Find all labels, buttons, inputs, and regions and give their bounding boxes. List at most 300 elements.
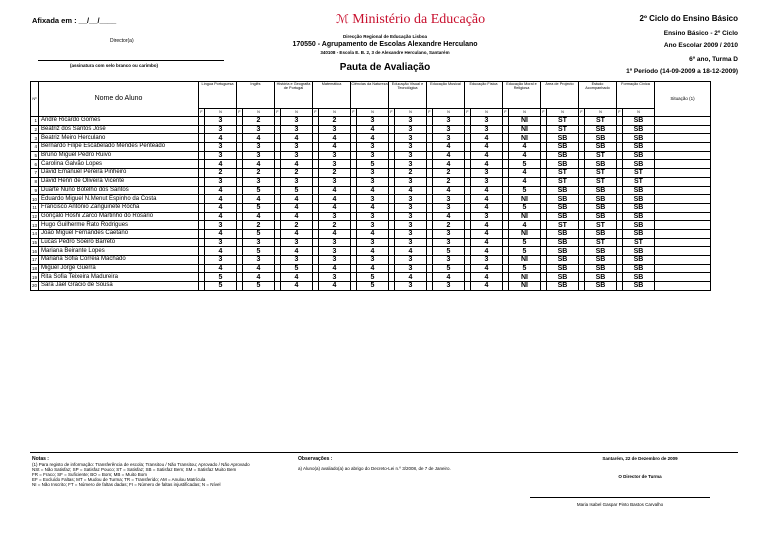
grade-cell: 3 xyxy=(433,117,465,126)
grade-cell: 3 xyxy=(319,125,351,134)
grade-cell: NI xyxy=(509,117,541,126)
situacao-cell xyxy=(655,264,711,273)
periodo: 1º Período (14-09-2009 a 18-12-2009) xyxy=(626,68,738,75)
student-name: Bruno Miguel Pedro Ruivo xyxy=(39,151,199,160)
situacao-cell xyxy=(655,212,711,221)
page-title: Pauta de Avaliação xyxy=(339,62,431,73)
grade-cell: 2 xyxy=(205,169,237,178)
grade-cell: 3 xyxy=(205,143,237,152)
grade-cell: 3 xyxy=(205,177,237,186)
table-row xyxy=(31,264,711,273)
grade-cell: SB xyxy=(585,160,617,169)
grade-cell: 3 xyxy=(205,238,237,247)
date-line: Santarém, 22 de Dezembro de 2009 xyxy=(602,456,678,461)
n-header: N xyxy=(281,109,313,117)
grade-cell: 3 xyxy=(319,273,351,282)
grade-cell: SB xyxy=(547,212,579,221)
grade-cell: 3 xyxy=(281,177,313,186)
subject-header: Ciências da Natureza xyxy=(351,82,389,109)
grade-cell: 4 xyxy=(509,143,541,152)
grade-cell: SB xyxy=(623,125,655,134)
table-row xyxy=(31,212,711,221)
logo-mark-icon: ℳ xyxy=(336,12,349,26)
observations-block xyxy=(298,456,528,471)
grade-cell: SB xyxy=(585,264,617,273)
student-name: João Miguel Fernandes Caetano xyxy=(39,229,199,238)
grade-cell: 3 xyxy=(471,169,503,178)
ensino: Ensino Básico - 2º Ciclo xyxy=(663,30,738,37)
grade-cell: 4 xyxy=(205,160,237,169)
grade-cell: NI xyxy=(509,134,541,143)
grade-cell: 5 xyxy=(281,264,313,273)
n-header: N xyxy=(509,109,541,117)
situacao-cell xyxy=(655,169,711,178)
grade-cell: 2 xyxy=(319,169,351,178)
grade-cell: 4 xyxy=(471,264,503,273)
grade-cell: 4 xyxy=(471,195,503,204)
situacao-cell xyxy=(655,160,711,169)
grade-cell: SB xyxy=(623,186,655,195)
grade-cell: 4 xyxy=(319,186,351,195)
grade-cell: NI xyxy=(509,212,541,221)
grade-cell: 4 xyxy=(205,229,237,238)
grade-cell: SB xyxy=(585,203,617,212)
grade-cell: 4 xyxy=(471,143,503,152)
grade-cell: 3 xyxy=(471,117,503,126)
table-row xyxy=(31,195,711,204)
teacher-signature-line xyxy=(530,497,710,498)
student-name: Duarte Nuno Botelho dos Santos xyxy=(39,186,199,195)
grade-cell: SB xyxy=(623,256,655,265)
grade-cell: 2 xyxy=(319,221,351,230)
table-row xyxy=(31,203,711,212)
notes-label: Notas : xyxy=(32,456,49,462)
f-header: F xyxy=(237,109,243,117)
grade-cell: 4 xyxy=(205,203,237,212)
grade-cell: 4 xyxy=(509,177,541,186)
grade-cell: 5 xyxy=(509,264,541,273)
grade-cell: 5 xyxy=(243,229,275,238)
grade-cell: SB xyxy=(623,212,655,221)
grade-cell: 3 xyxy=(357,151,389,160)
grade-cell: 4 xyxy=(433,273,465,282)
grade-cell: 4 xyxy=(471,134,503,143)
grade-cell: ST xyxy=(547,169,579,178)
grade-cell: 4 xyxy=(433,186,465,195)
grade-cell: 3 xyxy=(395,125,427,134)
grade-cell: 4 xyxy=(471,238,503,247)
grade-cell: 2 xyxy=(319,117,351,126)
grade-cell: NI xyxy=(509,282,541,291)
grade-cell: 4 xyxy=(319,282,351,291)
ministry-logo: ℳ Ministério da Educação xyxy=(336,12,486,27)
subject-header: Área de Projecto xyxy=(541,82,579,109)
grade-cell: 4 xyxy=(395,247,427,256)
grade-cell: SB xyxy=(547,264,579,273)
note-line: NI = Não Inscrito; FT = Número de faltas dadas; FI = Número de faltas injustificadas; N = Nível xyxy=(32,482,221,487)
grade-cell: 3 xyxy=(395,143,427,152)
signature-note: (assinatura com selo branco ou carimbo) xyxy=(70,63,159,68)
grade-cell: 3 xyxy=(395,160,427,169)
grade-cell: 4 xyxy=(205,186,237,195)
situacao-cell xyxy=(655,125,711,134)
student-number: 14 xyxy=(31,231,37,237)
grade-cell: SB xyxy=(547,186,579,195)
grade-cell: 4 xyxy=(281,212,313,221)
grade-cell: SB xyxy=(585,212,617,221)
grade-cell: 5 xyxy=(205,273,237,282)
director-turma-label: O Director de Turma xyxy=(618,474,662,479)
grade-cell: ST xyxy=(623,169,655,178)
grade-cell: 4 xyxy=(471,247,503,256)
table-row xyxy=(31,186,711,195)
n-header: N xyxy=(471,109,503,117)
name-header: Nome do Aluno xyxy=(39,82,199,117)
grade-cell: 5 xyxy=(509,186,541,195)
grade-cell: NI xyxy=(509,125,541,134)
grade-cell: 3 xyxy=(395,282,427,291)
n-header: N xyxy=(585,109,617,117)
grade-cell: 4 xyxy=(471,160,503,169)
grade-cell: SB xyxy=(547,143,579,152)
grade-cell: 2 xyxy=(281,169,313,178)
grade-cell: SB xyxy=(585,282,617,291)
subject-header: Estudo Acompanhado xyxy=(579,82,617,109)
grade-cell: 3 xyxy=(395,229,427,238)
f-header: F xyxy=(389,109,395,117)
grade-cell: SB xyxy=(547,273,579,282)
grade-cell: 3 xyxy=(471,125,503,134)
grade-cell: ST xyxy=(547,125,579,134)
situacao-cell xyxy=(655,256,711,265)
ano-escolar: Ano Escolar 2009 / 2010 xyxy=(663,42,738,49)
table-row xyxy=(31,117,711,126)
grade-cell: 3 xyxy=(205,125,237,134)
student-number: 11 xyxy=(32,205,37,211)
grade-cell: 2 xyxy=(395,169,427,178)
student-name: Francisco António Zanguinete Rocha xyxy=(39,203,199,212)
grade-cell: 3 xyxy=(395,221,427,230)
grade-cell: 3 xyxy=(433,282,465,291)
grade-cell: 4 xyxy=(205,212,237,221)
situacao-cell xyxy=(655,143,711,152)
grade-cell: 5 xyxy=(357,273,389,282)
grade-cell: 5 xyxy=(433,264,465,273)
grade-cell: NI xyxy=(509,256,541,265)
grade-cell: 2 xyxy=(433,221,465,230)
regional-direction: Direcção Regional de Educação Lisboa xyxy=(342,34,428,39)
subject-header: Educação Moral e Religiosa xyxy=(503,82,541,109)
grades-table xyxy=(30,81,711,291)
grade-cell: 3 xyxy=(319,247,351,256)
student-name: Lucas Pedro Soeiro Barreto xyxy=(39,238,199,247)
grade-cell: 3 xyxy=(281,143,313,152)
grade-cell: 3 xyxy=(357,169,389,178)
grade-cell: 4 xyxy=(433,151,465,160)
grade-cell: 4 xyxy=(205,247,237,256)
grade-cell: SB xyxy=(547,256,579,265)
grade-cell: 4 xyxy=(357,203,389,212)
f-header: F xyxy=(427,109,433,117)
table-row xyxy=(31,229,711,238)
grade-cell: SB xyxy=(547,160,579,169)
grade-cell: SB xyxy=(547,203,579,212)
grade-cell: ST xyxy=(585,221,617,230)
student-number: 3 xyxy=(31,134,39,143)
grade-cell: 3 xyxy=(433,125,465,134)
f-header: F xyxy=(503,109,509,117)
f-header: F xyxy=(313,109,319,117)
grade-cell: 3 xyxy=(357,221,389,230)
notes-block xyxy=(32,456,292,487)
grade-cell: 3 xyxy=(357,212,389,221)
n-header: N xyxy=(623,109,655,117)
subject-header: Educação Visual e Tecnológica xyxy=(389,82,427,109)
grade-cell: 4 xyxy=(243,134,275,143)
note-line: NSt = Não Satisfaz; SP = Satisfaz Pouco; ST = Satisfaz; SB = Satisfaz Bem; SM = Satisfaz Muito Bem xyxy=(32,467,237,472)
grade-cell: 4 xyxy=(357,186,389,195)
grade-cell: 4 xyxy=(357,264,389,273)
grade-cell: 5 xyxy=(205,282,237,291)
student-name: David Emanuel Pereira Pinheiro xyxy=(39,169,199,178)
student-number: 12 xyxy=(31,213,37,219)
situacao-cell xyxy=(655,117,711,126)
grade-cell: 4 xyxy=(281,247,313,256)
grade-cell: 2 xyxy=(243,117,275,126)
subject-header: Formação Cívica xyxy=(617,82,655,109)
n-header: N xyxy=(243,109,275,117)
grade-cell: 3 xyxy=(319,212,351,221)
grade-cell: SB xyxy=(585,273,617,282)
grade-cell: SB xyxy=(623,195,655,204)
grade-cell: 5 xyxy=(509,247,541,256)
situacao-cell xyxy=(655,151,711,160)
grade-cell: SB xyxy=(547,195,579,204)
grade-cell: ST xyxy=(547,221,579,230)
grade-cell: 3 xyxy=(243,143,275,152)
grade-cell: 5 xyxy=(357,282,389,291)
student-name: Beatriz dos Santos José xyxy=(39,125,199,134)
table-row xyxy=(31,134,711,143)
grade-cell: 4 xyxy=(205,134,237,143)
grade-cell: 3 xyxy=(205,221,237,230)
table-row xyxy=(31,247,711,256)
grade-cell: ST xyxy=(623,177,655,186)
note-line: EF = Excluído Faltas; MT = Mudou de Turma; TR = Transferido; AM = Anulou Matrícula xyxy=(32,477,206,482)
grade-cell: 4 xyxy=(357,125,389,134)
grade-cell: 5 xyxy=(357,160,389,169)
grade-cell: SB xyxy=(547,282,579,291)
grade-cell: 5 xyxy=(243,282,275,291)
subject-header: Inglês xyxy=(237,82,275,109)
grade-cell: 3 xyxy=(281,117,313,126)
grade-cell: 3 xyxy=(395,195,427,204)
subject-header-row xyxy=(31,82,711,109)
grade-cell: 4 xyxy=(471,151,503,160)
grade-cell: SB xyxy=(547,229,579,238)
grade-cell: 4 xyxy=(243,195,275,204)
f-header: F xyxy=(199,109,205,117)
student-number: 18 xyxy=(31,266,37,272)
table-row xyxy=(31,125,711,134)
grade-cell: 4 xyxy=(509,151,541,160)
turma: 6º ano, Turma D xyxy=(689,56,738,63)
grade-cell: 3 xyxy=(471,177,503,186)
grade-cell: 3 xyxy=(281,151,313,160)
grade-cell: 3 xyxy=(205,256,237,265)
table-row xyxy=(31,238,711,247)
grade-cell: ST xyxy=(585,238,617,247)
grade-cell: 3 xyxy=(395,264,427,273)
grade-cell: 5 xyxy=(509,203,541,212)
grade-cell: 3 xyxy=(433,134,465,143)
grade-cell: 4 xyxy=(395,186,427,195)
student-number: 20 xyxy=(31,283,37,289)
student-name: Mariana Beirante Lopes xyxy=(39,247,199,256)
grade-cell: SB xyxy=(585,134,617,143)
grade-cell: 3 xyxy=(395,134,427,143)
grade-cell: 4 xyxy=(357,229,389,238)
grade-cell: 4 xyxy=(281,160,313,169)
grade-cell: ST xyxy=(585,117,617,126)
situacao-cell xyxy=(655,247,711,256)
grade-cell: 4 xyxy=(243,273,275,282)
obs-label: Observações : xyxy=(298,456,333,462)
grade-cell: 3 xyxy=(281,125,313,134)
subject-header: Educação Musical xyxy=(427,82,465,109)
grade-cell: 3 xyxy=(357,143,389,152)
student-number: 2 xyxy=(31,125,39,134)
grade-cell: 5 xyxy=(281,186,313,195)
student-number: 13 xyxy=(31,222,37,228)
grade-cell: 4 xyxy=(471,229,503,238)
grade-cell: 4 xyxy=(243,160,275,169)
director-label: Director(a) xyxy=(110,38,134,44)
grade-cell: 3 xyxy=(319,177,351,186)
grade-cell: 4 xyxy=(281,134,313,143)
grade-cell: 4 xyxy=(357,134,389,143)
n-header: N xyxy=(205,109,237,117)
grade-cell: 3 xyxy=(243,256,275,265)
grade-cell: 4 xyxy=(281,195,313,204)
grade-cell: SB xyxy=(623,282,655,291)
grade-cell: 4 xyxy=(281,273,313,282)
table-row xyxy=(31,160,711,169)
grade-cell: 4 xyxy=(471,273,503,282)
grade-cell: SB xyxy=(623,247,655,256)
student-name: Beatriz Meiro Herculano xyxy=(39,134,199,143)
table-row xyxy=(31,169,711,178)
grade-cell: 4 xyxy=(243,264,275,273)
grade-cell: 4 xyxy=(243,212,275,221)
grade-cell: 3 xyxy=(433,229,465,238)
grade-cell: 4 xyxy=(281,229,313,238)
n-header: N xyxy=(357,109,389,117)
grade-cell: 5 xyxy=(243,186,275,195)
student-name: Eduardo Miguel N.Menut Espinho da Costa xyxy=(39,195,199,204)
student-name: Mariana Sofia Correia Machado xyxy=(39,256,199,265)
grade-cell: 4 xyxy=(205,195,237,204)
grade-cell: 4 xyxy=(319,134,351,143)
grade-cell: NI xyxy=(509,229,541,238)
grade-cell: 3 xyxy=(433,256,465,265)
grade-cell: 3 xyxy=(357,195,389,204)
f-header: F xyxy=(465,109,471,117)
situacao-cell xyxy=(655,229,711,238)
grade-cell: SB xyxy=(547,151,579,160)
signature-line xyxy=(38,60,224,61)
grade-cell: ST xyxy=(547,177,579,186)
student-number: 4 xyxy=(31,143,39,152)
grade-cell: 4 xyxy=(319,229,351,238)
grade-cell: SB xyxy=(585,125,617,134)
situacao-cell xyxy=(655,221,711,230)
grade-cell: 3 xyxy=(433,203,465,212)
student-number: 8 xyxy=(31,177,39,186)
grade-cell: 4 xyxy=(319,203,351,212)
subject-header: História e Geografia de Portugal xyxy=(275,82,313,109)
table-row xyxy=(31,273,711,282)
n-header: N xyxy=(547,109,579,117)
student-name: Carolina Galvão Lopes xyxy=(39,160,199,169)
situacao-cell xyxy=(655,273,711,282)
student-number: 15 xyxy=(31,239,37,245)
table-row xyxy=(31,256,711,265)
student-number: 1 xyxy=(31,117,39,126)
grade-cell: SB xyxy=(585,186,617,195)
grade-cell: 4 xyxy=(471,282,503,291)
grade-cell: 3 xyxy=(395,151,427,160)
student-name: David Henri de Oliveira Vicente xyxy=(39,177,199,186)
grade-cell: 3 xyxy=(357,117,389,126)
situacao-cell xyxy=(655,186,711,195)
grade-cell: 2 xyxy=(433,169,465,178)
f-header: F xyxy=(351,109,357,117)
student-number: 10 xyxy=(31,196,37,202)
teacher-name: Maria Isabel Gaspar Pinto Bastos Carvalho xyxy=(576,502,664,507)
grade-cell: SB xyxy=(623,134,655,143)
grade-cell: 4 xyxy=(205,264,237,273)
student-number: 6 xyxy=(31,160,39,169)
grade-cell: 4 xyxy=(319,195,351,204)
grade-cell: 5 xyxy=(509,160,541,169)
grade-cell: 4 xyxy=(281,203,313,212)
grade-cell: 3 xyxy=(471,212,503,221)
grade-cell: 3 xyxy=(319,256,351,265)
grade-cell: 3 xyxy=(471,256,503,265)
table-row xyxy=(31,151,711,160)
grade-cell: SB xyxy=(623,117,655,126)
grade-cell: SB xyxy=(623,143,655,152)
student-name: Hugo Guilherme Rato Rodrigues xyxy=(39,221,199,230)
grade-cell: 3 xyxy=(357,256,389,265)
grade-cell: ST xyxy=(585,151,617,160)
grade-cell: 3 xyxy=(205,117,237,126)
student-number: 5 xyxy=(31,151,39,160)
grade-cell: 5 xyxy=(243,203,275,212)
grade-cell: 3 xyxy=(395,212,427,221)
grade-cell: 2 xyxy=(281,221,313,230)
grade-cell: 2 xyxy=(243,169,275,178)
grade-cell: 3 xyxy=(357,238,389,247)
grade-cell: 3 xyxy=(243,177,275,186)
grade-cell: 4 xyxy=(433,160,465,169)
situacao-header: Situação (1) xyxy=(655,82,711,117)
grade-cell: 3 xyxy=(243,125,275,134)
grade-cell: 2 xyxy=(433,177,465,186)
grade-cell: 3 xyxy=(319,160,351,169)
grade-cell: 3 xyxy=(281,256,313,265)
